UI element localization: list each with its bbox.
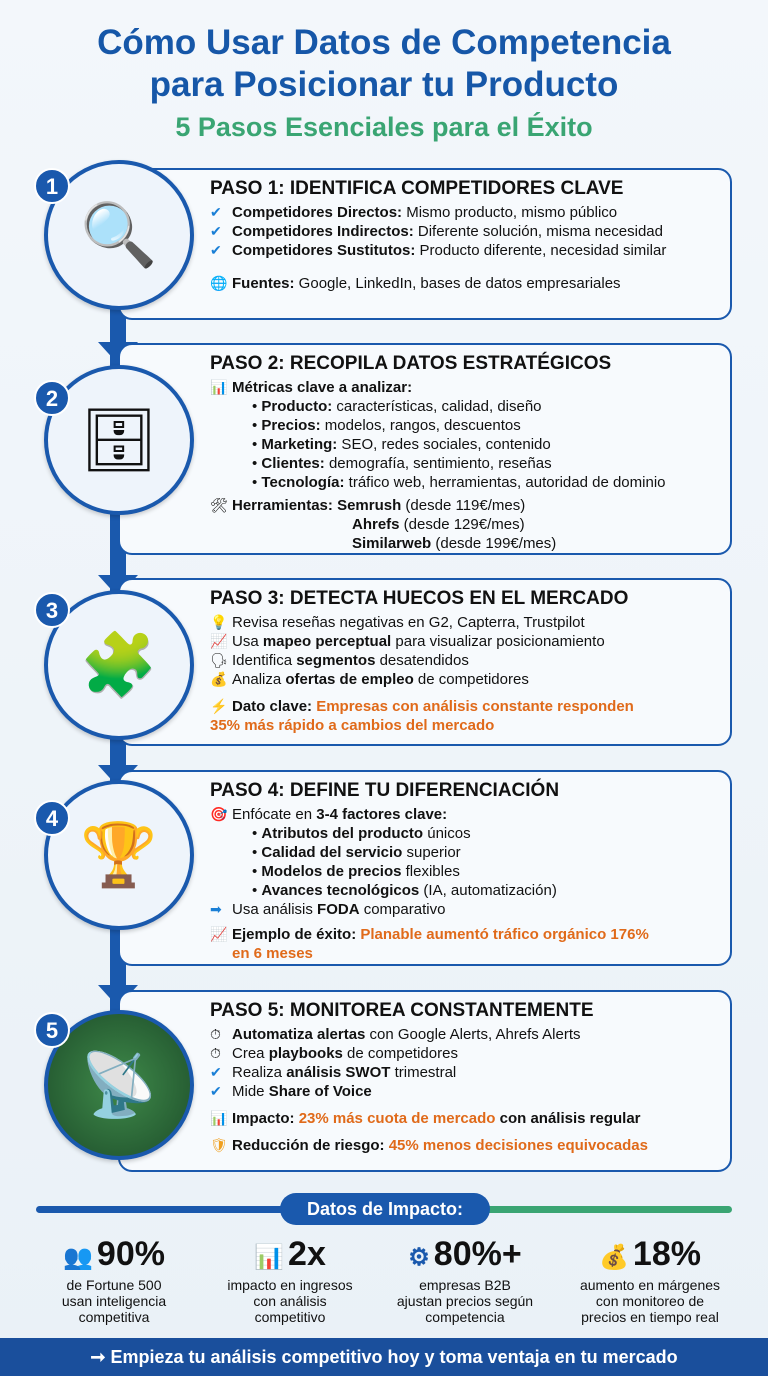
tool-name: Semrush: [337, 497, 402, 514]
line-text: de competidores: [342, 1045, 458, 1062]
step-card-3: [118, 578, 732, 746]
stat-desc: usan inteligencia: [61, 1293, 167, 1309]
check-icon: ✔: [210, 1083, 222, 1099]
lightning-icon: ⚡: [210, 698, 228, 714]
line-bold: mapeo perceptual: [262, 633, 392, 650]
bullet-label: Modelos de precios: [261, 863, 402, 880]
tool-name: Ahrefs: [352, 516, 400, 533]
line-bold: Automatiza alertas: [232, 1026, 366, 1043]
shield-check-icon: 🛡: [210, 1137, 228, 1153]
line-text: Identifica: [232, 652, 297, 669]
step-title: PASO 5: MONITOREA CONSTANTEMENTE: [210, 1000, 594, 1021]
line-text: Producto diferente, necesidad similar: [415, 242, 667, 259]
radar-icon: 📡: [44, 1010, 194, 1160]
line-text: Enfócate en: [232, 806, 317, 823]
bullet-text: demografía, sentimiento, reseñas: [324, 455, 552, 472]
magnifier-building-icon: 🔍: [44, 160, 194, 310]
stat-value: 2x: [288, 1235, 326, 1273]
line-text: Diferente solución, misma necesidad: [413, 223, 663, 240]
line-bold: ofertas de empleo: [285, 671, 414, 688]
money-bag-icon: 💰: [210, 671, 228, 687]
line-text: trimestral: [390, 1064, 457, 1081]
puzzle-icon: 🧩: [44, 590, 194, 740]
bullet-label: Avances tecnológicos: [261, 882, 420, 899]
trophy-star-icon: 🏆: [44, 780, 194, 930]
stat-desc: ajustan precios según: [396, 1293, 534, 1309]
example-label: Ejemplo de éxito:: [232, 926, 357, 943]
database-network-icon: 🗄: [44, 365, 194, 515]
impact-text: con análisis regular: [495, 1110, 641, 1127]
step-number-badge: 4: [34, 800, 70, 836]
line-text: de competidores: [413, 671, 529, 688]
line-bold: 3-4 factores clave:: [316, 806, 448, 823]
speaking-head-icon: 🗣: [210, 652, 228, 668]
stat-value: 90%: [96, 1235, 165, 1273]
cta-banner: ➞ Empieza tu análisis competitivo hoy y toma ventaja en tu mercado: [0, 1338, 768, 1376]
step-card-5: [118, 990, 732, 1172]
stat-desc: impacto en ingresos: [227, 1277, 353, 1293]
step-number-badge: 3: [34, 592, 70, 628]
step-title: PASO 4: DEFINE TU DIFERENCIACIÓN: [210, 780, 560, 801]
line-bold: FODA: [317, 901, 360, 918]
line-text: Mide: [232, 1083, 269, 1100]
stopwatch-icon: ⏱: [210, 1026, 221, 1042]
tool-price: (desde 199€/mes): [431, 535, 557, 552]
line-label: Competidores Sustitutos:: [232, 242, 416, 259]
page-title-line2: para Posicionar tu Producto: [149, 65, 619, 104]
bullet-text: características, calidad, diseño: [332, 398, 542, 415]
impact-highlight: 23% más cuota de mercado: [298, 1110, 496, 1127]
check-icon: ✔: [210, 1064, 222, 1080]
tool-name: Similarweb: [352, 535, 432, 552]
bullet-label: Atributos del producto: [261, 825, 424, 842]
stat-value: 80%+: [433, 1235, 522, 1273]
risk-label: Reducción de riesgo:: [232, 1137, 385, 1154]
target-icon: 🎯: [210, 806, 228, 822]
tools-icon: 🛠: [210, 497, 228, 513]
bullet-text: flexibles: [401, 863, 460, 880]
line-label: Fuentes:: [232, 275, 295, 292]
bar-chart-icon: 📊: [254, 1244, 285, 1271]
bullet-text: (IA, automatización): [419, 882, 557, 899]
check-icon: ✔: [210, 223, 222, 239]
line-label: Competidores Indirectos:: [232, 223, 414, 240]
key-text: 35% más rápido a cambios del mercado: [210, 717, 495, 734]
check-icon: ✔: [210, 204, 222, 220]
bullet-text: SEO, redes sociales, contenido: [337, 436, 551, 453]
step-title: PASO 1: IDENTIFICA COMPETIDORES CLAVE: [210, 178, 624, 199]
metrics-label: Métricas clave a analizar:: [232, 379, 413, 396]
page-subtitle: 5 Pasos Esenciales para el Éxito: [175, 112, 593, 142]
stat-desc: de Fortune 500: [66, 1277, 162, 1293]
step-title: PASO 2: RECOPILA DATOS ESTRATÉGICOS: [210, 353, 612, 374]
bullet-label: Clientes:: [261, 455, 325, 472]
stat-value: 18%: [632, 1235, 701, 1273]
line-text: Usa: [232, 633, 263, 650]
step-card-1: [118, 168, 732, 320]
example-text: Planable aumentó tráfico orgánico 176%: [360, 926, 649, 943]
step-number-badge: 1: [34, 168, 70, 204]
people-icon: 👥: [63, 1244, 93, 1271]
trend-chart-icon: 📈: [210, 633, 228, 649]
money-bag-icon: 💰: [599, 1244, 629, 1271]
stat-desc: empresas B2B: [419, 1277, 511, 1293]
step-number-badge: 2: [34, 380, 70, 416]
key-text: Empresas con análisis constante responden: [316, 698, 634, 715]
stat-item: [375, 1235, 555, 1325]
stopwatch-icon: ⏱: [210, 1045, 221, 1061]
growth-chart-icon: 📈: [210, 926, 228, 942]
stat-desc: competitivo: [254, 1309, 326, 1325]
stat-desc: precios en tiempo real: [581, 1309, 719, 1325]
gears-icon: ⚙: [408, 1244, 430, 1271]
stat-desc: con análisis: [253, 1293, 327, 1309]
tool-price: (desde 129€/mes): [399, 516, 525, 533]
globe-icon: 🌐: [210, 275, 228, 291]
bullet-text: superior: [402, 844, 461, 861]
step-card-2: PASO 2: RECOPILA DATOS ESTRATÉGICOS 📊 Métricas clave a analizar: • Producto: características, calidad, diseño • Precios: modelos, rangos, descuentos • Marketing: SEO, redes sociales, contenido • Clientes: demografía, sentimiento, reseñas • Tecnología: tráfico web, herramientas, autoridad de dominio 🛠 Herramientas: Semrush (desde 119€/mes) Ahrefs (desde 129€/mes) Similarweb (desde 199€/mes): [118, 343, 732, 555]
line-bold: playbooks: [268, 1045, 343, 1062]
bullet-label: Precios:: [261, 417, 321, 434]
bullet-text: modelos, rangos, descuentos: [320, 417, 521, 434]
stat-desc: aumento en márgenes: [579, 1277, 721, 1293]
line-bold: segmentos: [296, 652, 376, 669]
line-label: Competidores Directos:: [232, 204, 403, 221]
stat-desc: competitiva: [78, 1309, 150, 1325]
line-text: con Google Alerts, Ahrefs Alerts: [365, 1026, 581, 1043]
impact-label: Impacto:: [232, 1110, 295, 1127]
bar-chart-icon: 📊: [210, 379, 228, 395]
impact-heading: Datos de Impacto:: [280, 1193, 490, 1225]
line-text: Usa análisis: [232, 901, 318, 918]
lightbulb-icon: 💡: [210, 614, 228, 630]
stat-desc: con monitoreo de: [595, 1293, 705, 1309]
line-text: Revisa reseñas negativas en G2, Capterra, Trustpilot: [232, 614, 585, 631]
check-icon: ✔: [210, 242, 222, 258]
stat-item: [560, 1235, 740, 1325]
tool-price: (desde 119€/mes): [401, 497, 526, 514]
step-title: PASO 3: DETECTA HUECOS EN EL MERCADO: [210, 588, 629, 609]
step-card-4: PASO 4: DEFINE TU DIFERENCIACIÓN 🎯 Enfócate en 3-4 factores clave: • Atributos del producto únicos • Calidad del servicio superior • Modelos de precios flexibles • Avances tecnológicos (IA, automatización) ➡ Usa análisis FODA comparativo 📈 Ejemplo de éxito: Planable aumentó tráfico orgánico 176% en 6 meses: [118, 770, 732, 966]
line-text: comparativo: [359, 901, 446, 918]
risk-highlight: 45% menos decisiones equivocadas: [388, 1137, 648, 1154]
arrow-right-icon: ➡: [210, 901, 222, 917]
line-text: desatendidos: [375, 652, 469, 669]
key-label: Dato clave:: [232, 698, 313, 715]
bullet-label: Marketing:: [261, 436, 338, 453]
line-text: Realiza: [232, 1064, 287, 1081]
line-bold: Share of Voice: [268, 1083, 372, 1100]
stat-item: [24, 1235, 204, 1325]
growth-chart-icon: 📊: [210, 1110, 228, 1126]
bullet-text: únicos: [423, 825, 471, 842]
stat-item: [200, 1235, 380, 1325]
line-text: para visualizar posicionamiento: [391, 633, 605, 650]
example-text: en 6 meses: [232, 945, 313, 962]
line-bold: análisis SWOT: [286, 1064, 391, 1081]
bullet-label: Calidad del servicio: [261, 844, 403, 861]
line-text: Analiza: [232, 671, 286, 688]
line-text: Google, LinkedIn, bases de datos empresariales: [294, 275, 621, 292]
stat-desc: competencia: [425, 1309, 505, 1325]
line-text: Crea: [232, 1045, 269, 1062]
bullet-label: Producto:: [261, 398, 333, 415]
page-title-line1: Cómo Usar Datos de Competencia: [97, 23, 671, 62]
line-text: Mismo producto, mismo público: [402, 204, 618, 221]
step-number-badge: 5: [34, 1012, 70, 1048]
bullet-label: Tecnología:: [261, 474, 345, 491]
bullet-text: tráfico web, herramientas, autoridad de dominio: [344, 474, 666, 491]
tools-label: Herramientas:: [232, 497, 333, 514]
